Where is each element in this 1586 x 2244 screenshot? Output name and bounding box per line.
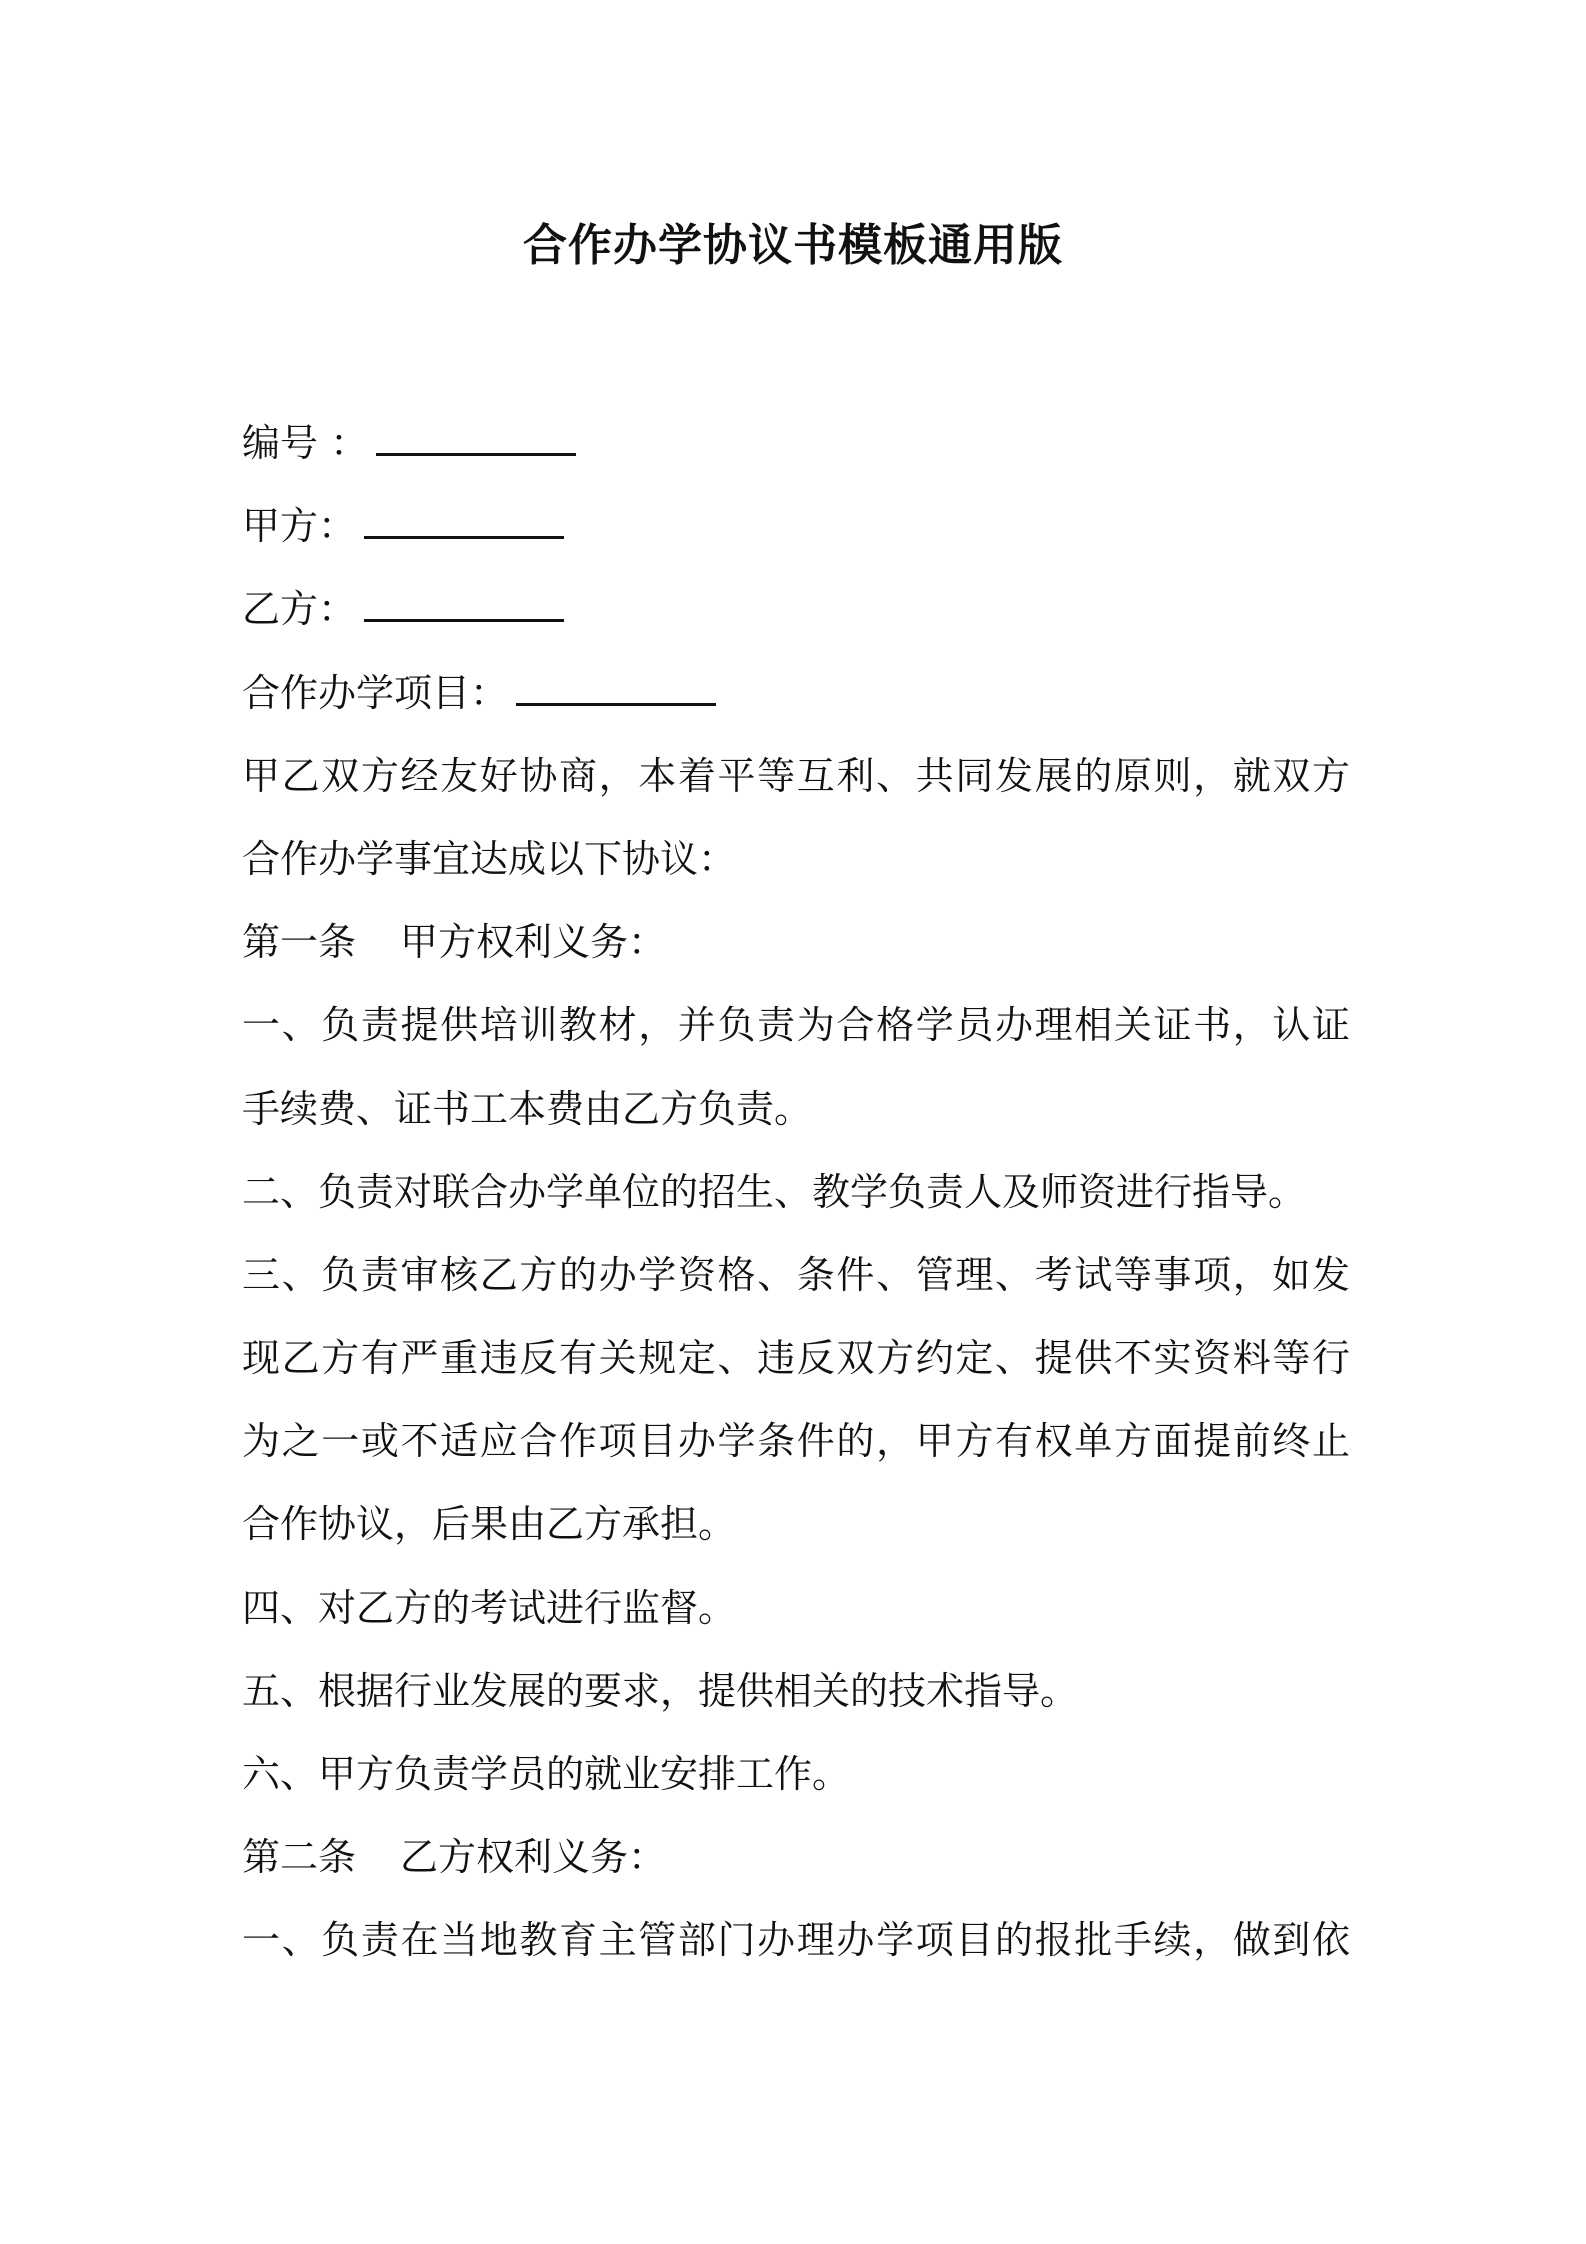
article-1-title: 甲方权利义务： [400, 920, 667, 965]
article-1-item-6: 六、甲方负责学员的就业安排工作。 [242, 1752, 851, 1796]
number-label: 编号 ： [242, 421, 369, 465]
intro-line-2: 合作办学事宜达成以下协议： [242, 836, 737, 881]
project-field [242, 652, 1350, 735]
party-a-label: 甲方： [242, 504, 357, 549]
article-1-item-3-line-2: 现乙方有严重违反有关规定、违反双方约定、提供不实资料等行 [242, 1336, 1350, 1381]
intro-line-1: 甲乙双方经友好协商，本着平等互利、共同发展的原则，就双方 [242, 753, 1350, 798]
project-blank [516, 703, 716, 706]
article-1-item-3-line-4: 合作协议，后果由乙方承担。 [242, 1502, 737, 1547]
article-2-item-1-line-1: 一、负责在当地教育主管部门办理办学项目的报批手续，做到依 [242, 1918, 1350, 1963]
article-1-item-1-line-1: 一、负责提供培训教材，并负责为合格学员办理相关证书，认证 [242, 1003, 1350, 1048]
project-label: 合作办学项目： [242, 670, 509, 715]
article-2-number: 第二条 [242, 1835, 357, 1880]
article-2-heading [242, 1816, 1350, 1899]
document-title: 合作办学协议书模板通用版 [523, 220, 1063, 271]
number-field [242, 402, 1350, 485]
article-1-number: 第一条 [242, 920, 357, 965]
article-1-item-3-line-3: 为之一或不适应合作项目办学条件的，甲方有权单方面提前终止 [242, 1419, 1350, 1464]
article-1-heading [242, 901, 1350, 984]
article-1-item-2: 二、负责对联合办学单位的招生、教学负责人及师资进行指导。 [242, 1169, 1307, 1214]
party-a-field [242, 485, 1350, 568]
article-1-item-1-line-2: 手续费、证书工本费由乙方负责。 [242, 1086, 813, 1131]
article-1-item-4: 四、对乙方的考试进行监督。 [242, 1585, 737, 1630]
document-body [242, 402, 1350, 1983]
article-1-item-3-line-1: 三、负责审核乙方的办学资格、条件、管理、考试等事项，如发 [242, 1252, 1350, 1297]
number-blank [376, 453, 576, 456]
party-a-blank [364, 536, 564, 539]
party-b-label: 乙方： [242, 587, 357, 632]
article-1-item-5: 五、根据行业发展的要求，提供相关的技术指导。 [242, 1668, 1079, 1713]
party-b-field [242, 568, 1350, 651]
party-b-blank [364, 619, 564, 622]
article-2-title: 乙方权利义务： [400, 1835, 667, 1880]
